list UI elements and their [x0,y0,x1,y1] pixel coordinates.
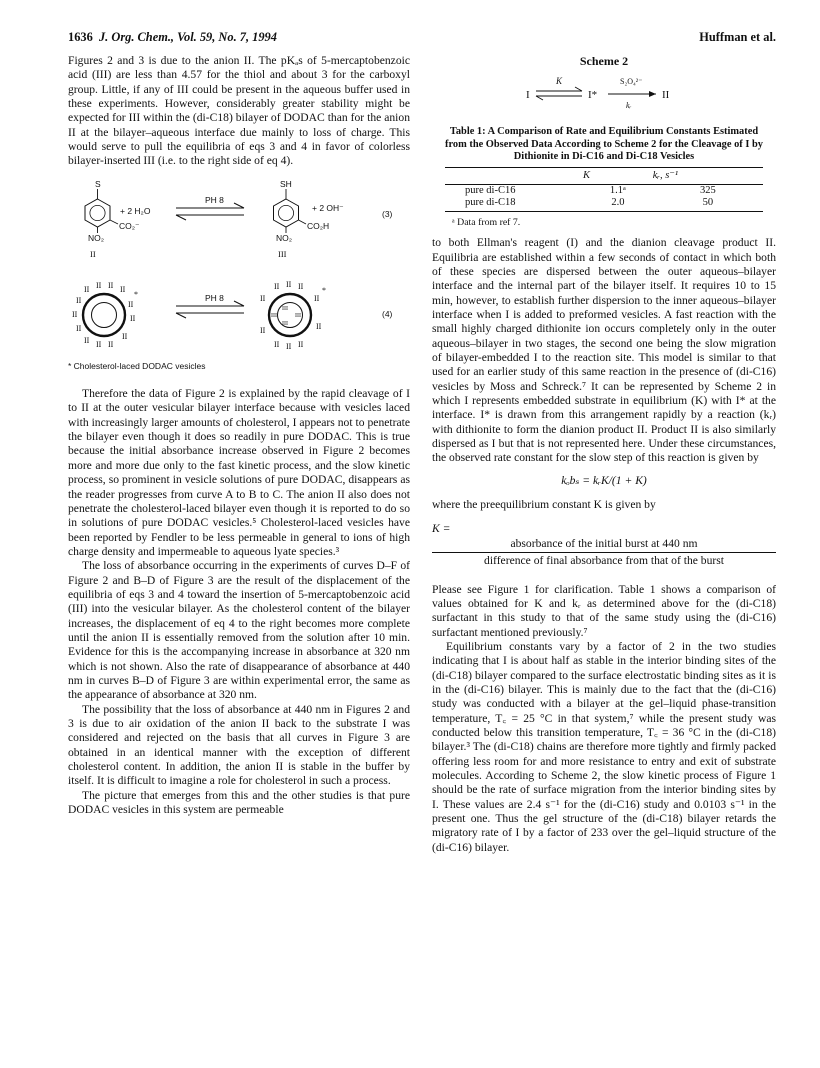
data-table [445,167,763,212]
svg-text:II: II [120,284,126,294]
svg-text:II: II [128,299,134,309]
paragraph: The picture that emerges from this and the other studies is that pure DODAC vesicles in this system are permeable [68,788,410,817]
table-header-row: K kᵣ, s⁻¹ [445,167,763,184]
equation-number-4: (4) [382,308,393,319]
equation-number-3: (3) [382,208,393,219]
svg-text:II: II [298,339,304,349]
rate-equation: kₒbₛ = kᵣK/(1 + K) [561,473,647,487]
svg-text:III: III [278,248,287,259]
svg-text:II: II [274,339,280,349]
svg-text:II: II [260,293,266,303]
scheme-2-diagram [504,72,704,116]
svg-text:K: K [556,76,563,87]
table-row: pure di-C16 1.1ᵃ 325 [465,184,716,196]
svg-text:S₂O₄²⁻: S₂O₄²⁻ [620,77,643,87]
svg-text:I: I [526,89,530,102]
scheme-2 [432,54,776,116]
paragraph: where the preequilibrium constant K is given by [432,498,656,512]
svg-text:II: II [298,281,304,291]
paragraph: Therefore the data of Figure 2 is explained by the rapid cleavage of I to II at the outer vesicular bilayer interface because with vesicles laced with increasingly larger amounts of cholesterol, I appears not to penetrate the bilayer even though it does so readily in pure DODAC. This is true because the initial absorbance increase observed in Figure 2 becomes more and more due only to the fast kinetic process, and the slow kinetic process, so prominent in vesicle solutions of pure DODAC, disappears as the reader progresses from curve A to B to C. The anion II also does not penetrate the cholesterol-laced bilayer even though it is reported to do so in solutions of pure DODAC vesicles.⁵ Cholesterol-laced vesicles have been reported by Fendler to be less permeable in general to ions of high charge density and impermeable to aqueous lyate species.³ [68,387,410,558]
svg-text:II: II [84,284,90,294]
svg-text:I*: I* [588,89,598,102]
paragraph: Figures 2 and 3 is due to the anion II. The pKₐs of 5-mercaptobenzoic acid (III) are less than 4.57 for the thiol and about 3 for the carboxyl group. Little, if any of III could be present in the aqueous buffer used in these experiments. However, considerably greater stability might be expected for III within the (di-C18) bilayer of DODAC than for the anion II at the bilayer–aqueous interface due mainly to loss of charge. This would serve to pull the equilibria of eqs 3 and 4 in favor of colorless bilayer-inserted III (i.e. to the right side of eq 4). [68,54,410,168]
paragraph: The loss of absorbance occurring in the experiments of curves D–F of Figure 2 and B–D of Figure 3 are the result of the displacement of the equilibria of eqs 3 and 4 toward the insertion of 5-mercaptobenzoic acid (III) into the vesicular bilayer. As the cholesterol content of the bilayer increases, the displacement of eq 4 to the right becomes more complete until the anion II is essentially removed from the solution after 10 min. Evidence for this is the accompanying increase in absorbance at 320 nm which is not shown. Also the rate of disappearance of absorbance at 440 nm in curves B–D of Figure 3 are within experimental error, the same as the appearance of absorbance at 320 nm. [68,559,410,702]
svg-text:kᵣ: kᵣ [626,101,632,111]
svg-text:II: II [96,280,102,290]
svg-text:II: II [76,323,82,333]
table-row: pure di-C18 2.0 50 [445,197,763,212]
page-number: 1636 [68,30,93,44]
svg-text:III: III [295,312,301,319]
svg-text:*: * [134,289,138,299]
k-equation: K = absorbance of the initial burst at 440 nm difference of final absorbance from that of the burst [432,522,776,568]
table-caption: Table 1: A Comparison of Rate and Equilibrium Constants Estimated from the Observed Data According to Scheme 2 for the Cleavage of I by Dithionite in Di-C16 and Di-C18 Vesicles [445,126,763,162]
svg-text:III: III [271,312,277,319]
table-footnote: ᵃ Data from ref 7. [452,216,521,228]
svg-text:II: II [84,335,90,345]
right-column [432,54,776,855]
svg-text:II: II [314,293,320,303]
svg-text:NO₂: NO₂ [88,232,105,243]
svg-text:II: II [286,341,292,351]
svg-text:II: II [662,89,670,102]
svg-text:II: II [130,313,136,323]
running-header [68,30,776,48]
paragraph: The possibility that the loss of absorbance at 440 nm in Figures 2 and 3 is due to air oxidation of the anion II back to the substrate I was considered and rejected on the basis that all curves in Figure 3 are obtained in an identical manner with the exception of different cholesterol content. In addition, the anion II is stable in the buffer by itself. It is difficult to imagine a role for cholesterol in such a process. [68,702,410,788]
vesicle-left [83,294,125,336]
svg-text:III: III [282,305,288,312]
svg-text:PH 8: PH 8 [205,292,224,303]
svg-text:II: II [90,248,96,259]
thiolate-label: S [95,178,101,189]
svg-text:II: II [316,321,322,331]
journal-citation: J. Org. Chem., Vol. 59, No. 7, 1994 [98,30,277,44]
benzene-ring-left [85,199,110,227]
svg-text:III: III [282,320,288,327]
svg-text:II: II [96,339,102,349]
svg-text:CO₂H: CO₂H [307,220,330,231]
svg-text:II: II [122,331,128,341]
water-reagent: + 2 H₂O [120,205,151,216]
author-header: Huffman et al. [699,30,776,44]
equation-3-figure [68,177,410,269]
svg-text:II: II [274,281,280,291]
scheme-title: Scheme 2 [579,54,629,68]
paragraph: Please see Figure 1 for clarification. Table 1 shows a comparison of values obtained for K and kᵣ as determined above for the (di-C18) surfactant in this study to that of the same study using the (di-C16) surfactant mentioned previously.⁷ [432,582,776,639]
benzene-ring-right [274,199,299,227]
svg-text:II: II [108,339,114,349]
thiol-label: SH [280,178,292,189]
scheme-footnote: * Cholesterol-laced DODAC vesicles [68,360,206,371]
k-numerator: absorbance of the initial burst at 440 nm [432,537,776,553]
paragraph: to both Ellman's reagent (I) and the dianion cleavage product II. Equilibria are established within a few seconds of contact in which both of these species are dispersed between the outer aqueous–bilayer interface and the internal part of the bilayer itself. It requires 10 to 15 min, however, to establish further dispersion to the inner aqueous–bilayer interface when I is added to preformed vesicles. A fast reaction with the small highly charged dithionite ion occurs completely only in the outer aqueous–bilayer in two stages, the second one being the slow migration of bilayer-embedded I to the reaction site. This model is similar to that used for an earlier study of this same reaction in the presence of (di-C16) vesicles by Moss and Schreck.⁷ It can be represented by Scheme 2 in which I represents embedded substrate in equilibrium (K) with I* at the interface. I* is drawn from this arrangement rapidly by a reaction (kᵣ) with dithionite to form the dianion product II. Product II is also similarly dispersed as I but that is not represented here. Under these circumstances, the observed rate constant for the slow step of this reaction is given by [432,236,776,465]
equation-4-figure [68,277,410,359]
hydroxide-product: + 2 OH⁻ [312,202,344,213]
k-denominator: difference of final absorbance from that of the burst [484,554,724,568]
svg-text:II: II [260,325,266,335]
left-column [68,54,410,817]
svg-text:II: II [72,309,78,319]
svg-text:CO₂⁻: CO₂⁻ [119,220,140,231]
svg-text:II: II [108,280,114,290]
svg-text:NO₂: NO₂ [276,232,293,243]
svg-text:II: II [286,279,292,289]
paragraph: Equilibrium constants vary by a factor of 2 in the two studies indicating that I is about half as stable in the interior binding sites of the (di-C18) bilayer compared to the surface electrostatic binding sites as it is in the (di-C16) bilayer. This is mainly due to the fact that the (di-C16) study was conducted with a bilayer at the gel–liquid phase-transition temperature, T꜀ = 25 °C in that system,⁷ while the present study was conducted below this transition temperature, T꜀ = 36 °C in the (di-C18) bilayer.³ The (di-C18) chains are therefore more tightly and firmly packed offering less room for and more resistance to entry and exit of substrate molecules. According to Scheme 2, the slow kinetic process of Figure 1 should be the rate of surface migration from the interior binding sites by I. These values are 2.4 s⁻¹ for the (di-C16) study and 0.0103 s⁻¹ in the present one. Thus the gel structure of the (di-C18) bilayer retards the migratory rate of I by a factor of 233 over the gel–liquid structure of the (di-C16) bilayer. [432,639,776,854]
svg-text:PH 8: PH 8 [205,194,224,205]
svg-text:II: II [76,295,82,305]
svg-text:*: * [322,285,326,295]
